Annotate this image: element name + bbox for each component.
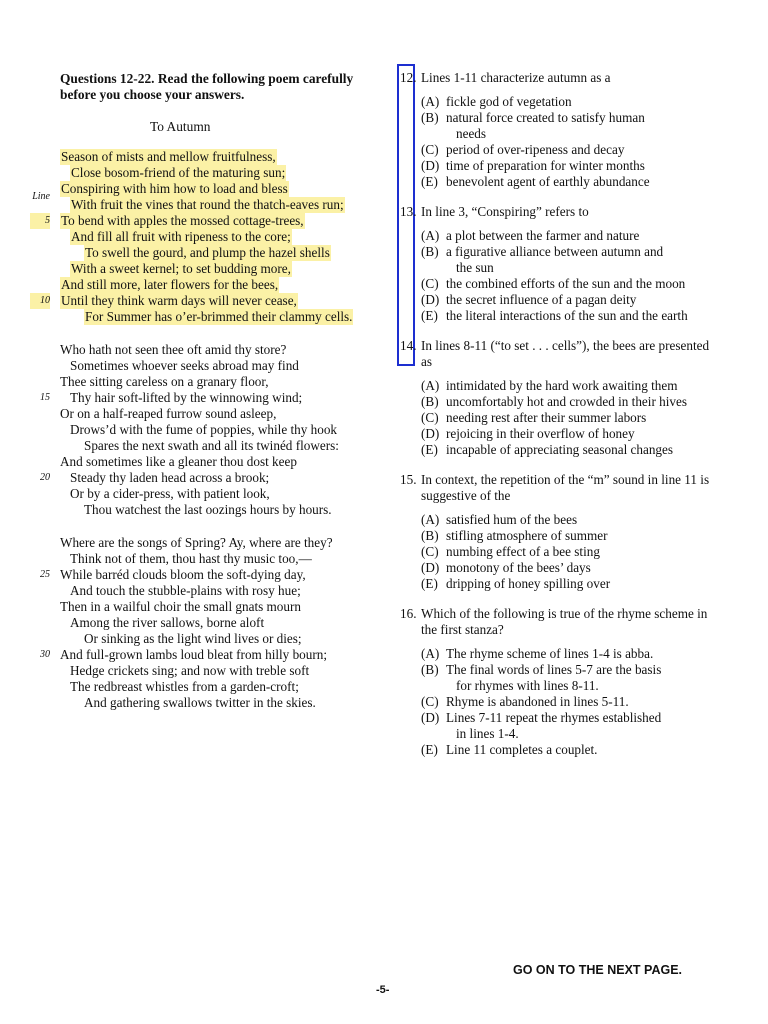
answer-choice[interactable] — [421, 142, 710, 158]
poem-line-text: While barréd clouds bloom the soft-dying day, — [60, 567, 306, 582]
poem-line — [60, 406, 380, 422]
choice-letter: (E) — [421, 442, 438, 457]
poem-line — [40, 470, 380, 486]
poem-body — [32, 149, 380, 711]
question-text: In context, the repetition of the “m” sound in line 11 is suggestive of the — [421, 472, 710, 503]
poem-line-text: Thee sitting careless on a granary floor, — [60, 374, 269, 389]
line-number: 20 — [40, 472, 50, 483]
choice-text-continued: needs — [456, 126, 487, 141]
poem-line-text: Close bosom-friend of the maturing sun; — [71, 165, 286, 180]
answer-choice[interactable] — [421, 276, 710, 292]
question-stem — [400, 472, 710, 504]
poem-line — [60, 663, 380, 679]
choice-letter: (A) — [421, 512, 440, 527]
answer-choice[interactable] — [421, 544, 710, 560]
answer-choice[interactable] — [421, 378, 710, 394]
question-stem — [400, 204, 710, 220]
choice-text: the literal interactions of the sun and the earth — [446, 308, 688, 323]
choice-text: Lines 7-11 repeat the rhymes established — [446, 710, 662, 725]
choice-text: numbing effect of a bee sting — [446, 544, 600, 559]
choice-letter: (A) — [421, 228, 440, 243]
choice-text: natural force created to satisfy human — [446, 110, 645, 125]
choice-text: period of over-ripeness and decay — [446, 142, 625, 157]
line-number: 30 — [40, 649, 50, 660]
choice-letter: (C) — [421, 142, 439, 157]
poem-line — [60, 502, 380, 518]
poem-line — [32, 191, 380, 213]
poem-line-text: Or on a half-reaped furrow sound asleep, — [60, 406, 277, 421]
poem-line-text: Then in a wailful choir the small gnats mourn — [60, 599, 301, 614]
question-text: In line 3, “Conspiring” refers to — [421, 204, 589, 219]
poem-line — [60, 599, 380, 615]
line-number: 5 — [30, 213, 50, 229]
choice-letter: (B) — [421, 110, 439, 125]
poem-line-text: Steady thy laden head across a brook; — [70, 470, 270, 485]
poem-line-text: Or sinking as the light wind lives or dies; — [84, 631, 302, 646]
question-stem — [400, 606, 710, 638]
question-number: 14. — [400, 338, 417, 353]
answer-choice[interactable] — [421, 110, 710, 142]
question-stem — [400, 338, 710, 370]
question-text: In lines 8-11 (“to set . . . cells”), the bees are presented as — [421, 338, 710, 369]
answer-choice[interactable] — [421, 576, 710, 592]
answer-choice[interactable] — [421, 244, 710, 276]
poem-line-text: Think not of them, thou hast thy music too,— — [70, 551, 312, 566]
question-number: 16. — [400, 606, 417, 621]
poem-column — [32, 71, 380, 711]
poem-line — [60, 631, 380, 647]
choice-letter: (D) — [421, 426, 440, 441]
question-number: 13. — [400, 204, 417, 219]
answer-choice[interactable] — [421, 308, 710, 324]
poem-line — [40, 567, 380, 583]
poem-line-text: Season of mists and mellow fruitfulness, — [61, 149, 276, 164]
question-text: Which of the following is true of the rhyme scheme in the first stanza? — [421, 606, 708, 637]
choice-text: rejoicing in their overflow of honey — [446, 426, 635, 441]
question-stem — [400, 70, 710, 86]
poem-line — [60, 422, 380, 438]
choice-text: incapable of appreciating seasonal changes — [446, 442, 674, 457]
answer-choice[interactable] — [421, 710, 710, 742]
poem-line-text: And touch the stubble-plains with rosy hue; — [70, 583, 301, 598]
answer-choice[interactable] — [421, 694, 710, 710]
line-number: 15 — [40, 392, 50, 403]
question — [400, 204, 710, 324]
poem-line-text: Who hath not seen thee oft amid thy store? — [60, 342, 287, 357]
poem-line — [60, 486, 380, 502]
choice-letter: (C) — [421, 694, 439, 709]
question — [400, 338, 710, 458]
poem-line-text: Conspiring with him how to load and bless — [61, 181, 288, 196]
choice-letter: (E) — [421, 174, 438, 189]
poem-line — [60, 583, 380, 599]
choice-text: Line 11 completes a couplet. — [446, 742, 598, 757]
choice-letter: (D) — [421, 158, 440, 173]
poem-line-text: Drows’d with the fume of poppies, while thy hook — [70, 422, 338, 437]
choice-text: needing rest after their summer labors — [446, 410, 647, 425]
instructions: Questions 12-22. Read the following poem carefully before you choose your answers. — [60, 71, 354, 102]
answer-choices — [400, 512, 710, 592]
poem-line-text: For Summer has o’er-brimmed their clammy cells. — [85, 309, 353, 324]
choice-letter: (B) — [421, 394, 439, 409]
choice-text: intimidated by the hard work awaiting them — [446, 378, 678, 393]
page-number: -5- — [376, 984, 390, 996]
choice-text: The final words of lines 5-7 are the basis — [446, 662, 662, 677]
poem-line — [60, 165, 380, 181]
answer-choice[interactable] — [421, 228, 710, 244]
choice-letter: (A) — [421, 378, 440, 393]
choice-letter: (A) — [421, 94, 440, 109]
poem-line-text: With fruit the vines that round the thatch-eaves run; — [71, 197, 344, 212]
poem-stanza — [40, 342, 380, 518]
answer-choices — [400, 228, 710, 324]
poem-line — [60, 229, 380, 245]
poem-line-text: And fill all fruit with ripeness to the core; — [71, 229, 291, 244]
answer-choices — [400, 378, 710, 458]
poem-line-text: Where are the songs of Spring? Ay, where are they? — [60, 535, 333, 550]
choice-letter: (B) — [421, 244, 439, 259]
poem-line-text: Thou watchest the last oozings hours by hours. — [84, 502, 332, 517]
answer-choices — [400, 94, 710, 190]
choice-letter: (E) — [421, 742, 438, 757]
poem-line-text: Among the river sallows, borne aloft — [70, 615, 265, 630]
choice-letter: (C) — [421, 276, 439, 291]
answer-choice[interactable] — [421, 426, 710, 442]
poem-title: To Autumn — [150, 119, 211, 134]
question — [400, 606, 710, 758]
poem-line — [60, 309, 380, 325]
choice-text: fickle god of vegetation — [446, 94, 572, 109]
choice-text: satisfied hum of the bees — [446, 512, 578, 527]
poem-line-text: And sometimes like a gleaner thou dost keep — [60, 454, 297, 469]
poem-line-text: Thy hair soft-lifted by the winnowing wind; — [70, 390, 303, 405]
choice-text: stifling atmosphere of summer — [446, 528, 608, 543]
answer-choice[interactable] — [421, 528, 710, 544]
answer-choice[interactable] — [421, 174, 710, 190]
choice-text: Rhyme is abandoned in lines 5-11. — [446, 694, 629, 709]
poem-stanza — [40, 535, 380, 711]
poem-line-text: With a sweet kernel; to set budding more, — [71, 261, 291, 276]
poem-line — [60, 245, 380, 261]
poem-line — [60, 358, 380, 374]
answer-choice[interactable] — [421, 292, 710, 308]
question-number: 12. — [400, 70, 417, 85]
poem-line — [40, 647, 380, 663]
choice-text-continued: in lines 1-4. — [456, 726, 519, 741]
choice-text: The rhyme scheme of lines 1-4 is abba. — [446, 646, 654, 661]
answer-choice[interactable] — [421, 512, 710, 528]
choice-text: monotony of the bees’ days — [446, 560, 591, 575]
line-number: 25 — [40, 569, 50, 580]
answer-choice[interactable] — [421, 646, 710, 662]
poem-line-text: The redbreast whistles from a garden-croft; — [70, 679, 299, 694]
question — [400, 472, 710, 592]
poem-line-text: And still more, later flowers for the bees, — [61, 277, 279, 292]
choice-letter: (D) — [421, 560, 440, 575]
poem-line — [60, 438, 380, 454]
choice-text: a figurative alliance between autumn and — [446, 244, 664, 259]
questions-column — [400, 70, 710, 772]
poem-line-text: Hedge crickets sing; and now with treble soft — [70, 663, 310, 678]
choice-text: a plot between the farmer and nature — [446, 228, 640, 243]
choice-text: dripping of honey spilling over — [446, 576, 611, 591]
choice-letter: (E) — [421, 576, 438, 591]
answer-choice[interactable] — [421, 94, 710, 110]
line-number: 10 — [30, 293, 50, 309]
poem-line-text: And full-grown lambs loud bleat from hilly bourn; — [60, 647, 328, 662]
choice-text: the secret influence of a pagan deity — [446, 292, 637, 307]
poem-line — [60, 277, 380, 293]
poem-line — [45, 213, 380, 229]
choice-text: time of preparation for winter months — [446, 158, 645, 173]
poem-line — [60, 679, 380, 695]
question — [400, 70, 710, 190]
answer-choice[interactable] — [421, 158, 710, 174]
poem-line-text: Or by a cider-press, with patient look, — [70, 486, 270, 501]
poem-line — [60, 695, 380, 711]
choice-letter: (D) — [421, 292, 440, 307]
poem-line — [60, 261, 380, 277]
answer-choice[interactable] — [421, 410, 710, 426]
choice-letter: (C) — [421, 410, 439, 425]
choice-text: benevolent agent of earthly abundance — [446, 174, 650, 189]
answer-choice[interactable] — [421, 442, 710, 458]
poem-line — [60, 551, 380, 567]
poem-line — [60, 615, 380, 631]
choice-text: uncomfortably hot and crowded in their hives — [446, 394, 687, 409]
choice-text-continued: for rhymes with lines 8-11. — [456, 678, 599, 693]
poem-line — [60, 149, 380, 165]
poem-line-text: Until they think warm days will never cease, — [61, 293, 297, 308]
choice-letter: (C) — [421, 544, 439, 559]
poem-line — [60, 535, 380, 551]
choice-letter: (A) — [421, 646, 440, 661]
go-on-notice: GO ON TO THE NEXT PAGE. — [513, 963, 683, 977]
poem-line — [60, 181, 380, 197]
choice-text: the combined efforts of the sun and the moon — [446, 276, 686, 291]
poem-line — [40, 293, 380, 309]
choice-letter: (D) — [421, 710, 440, 725]
poem-line — [40, 390, 380, 406]
poem-line-text: To bend with apples the mossed cottage-trees, — [61, 213, 304, 228]
question-number: 15. — [400, 472, 417, 487]
answer-choices — [400, 646, 710, 758]
poem-line-text: Spares the next swath and all its twinéd flowers: — [84, 438, 339, 453]
answer-choice[interactable] — [421, 662, 710, 694]
poem-line-text: Sometimes whoever seeks abroad may find — [70, 358, 299, 373]
choice-text-continued: the sun — [456, 260, 494, 275]
choice-letter: (B) — [421, 528, 439, 543]
choice-letter: (B) — [421, 662, 439, 677]
poem-line — [60, 342, 380, 358]
poem-line — [60, 454, 380, 470]
poem-line-text: To swell the gourd, and plump the hazel shells — [85, 245, 330, 260]
line-number: Line — [32, 191, 50, 202]
poem-line-text: And gathering swallows twitter in the skies. — [84, 695, 316, 710]
answer-choice[interactable] — [421, 394, 710, 410]
answer-choice[interactable] — [421, 560, 710, 576]
poem-stanza — [32, 149, 380, 325]
choice-letter: (E) — [421, 308, 438, 323]
answer-choice[interactable] — [421, 742, 710, 758]
question-text: Lines 1-11 characterize autumn as a — [421, 70, 611, 85]
poem-line — [60, 374, 380, 390]
